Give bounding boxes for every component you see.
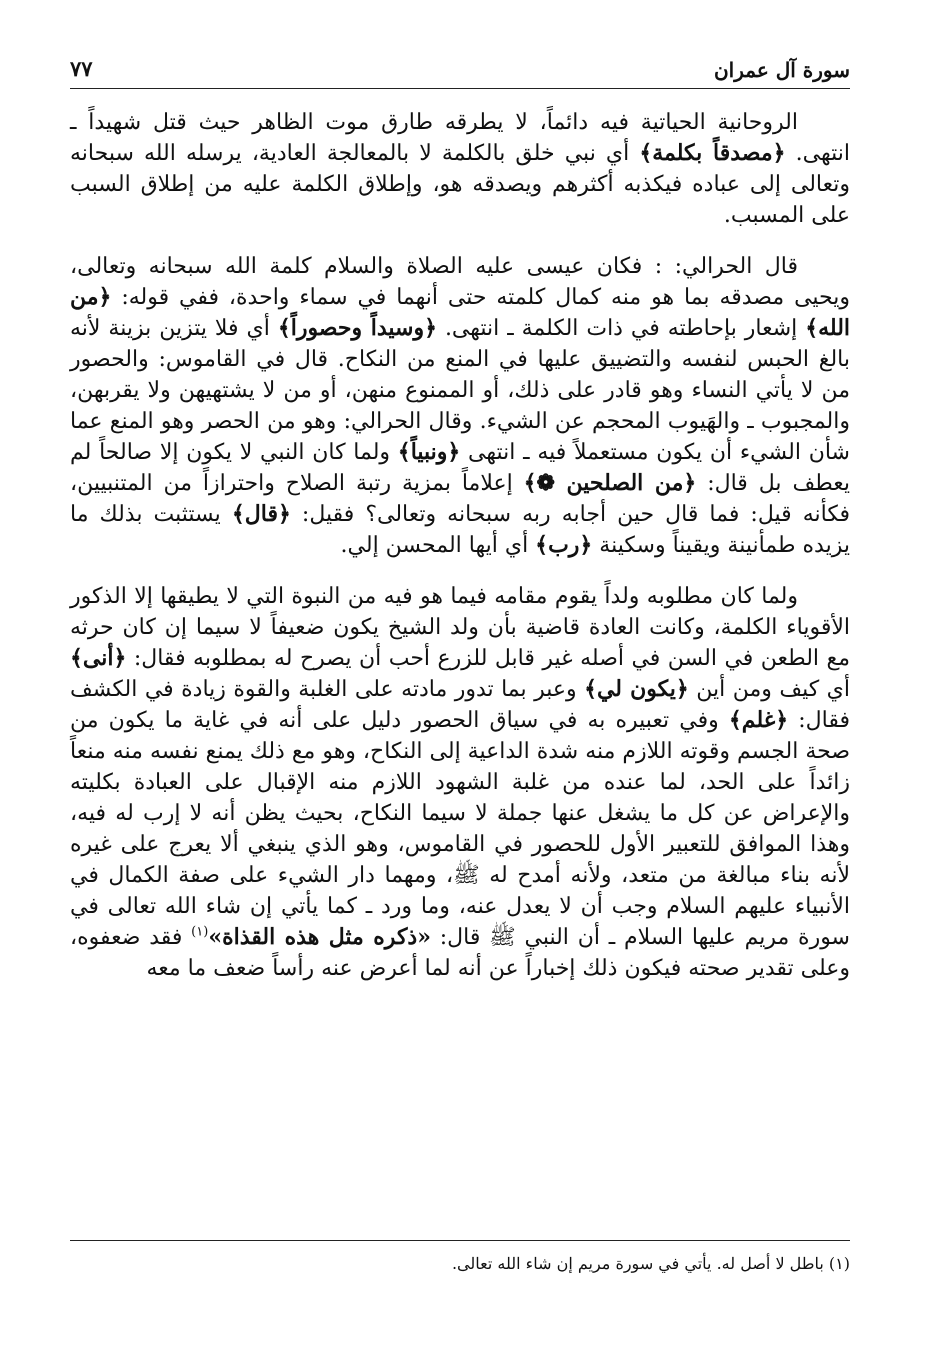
paragraph (70, 107, 850, 231)
text-segment: وعبر بما تدور مادته على الغلبة والقوة زيادة في الكشف فقال: (70, 677, 850, 733)
quran-quote: ﴿من الله﴾ (70, 284, 851, 341)
quran-quote: ﴿يكون لي﴾ (584, 676, 689, 702)
text-segment: إشعار بإحاطته في ذات الكلمة ـ انتهى. (436, 316, 806, 341)
hadith-quote: «ذكره مثل هذه القذاة» (208, 924, 431, 950)
footnote-divider (70, 1240, 850, 1241)
text-segment: أي نبي خلق بالكلمة لا بالمعالجة العادية، يرسله الله سبحانه وتعالى إلى عباده فيكذبه أكثرهم ويصدقه هو، وإطلاق الكلمة عليه من إطلاق السبب على المسبب. (70, 141, 850, 228)
quran-quote: ﴿قال﴾ (231, 501, 291, 527)
quran-quote: ﴿ونبياً﴾ (397, 439, 461, 465)
body-text (70, 107, 850, 984)
text-segment: قال الحرالي: : فكان عيسى عليه الصلاة والسلام كلمة الله سبحانه وتعالى، ويحيى مصدقه بما هو منه كمال كلمته حتى أنهما في سماء واحدة، ففي قوله: (70, 254, 850, 310)
paragraph (70, 581, 850, 984)
text-segment: وفي تعبيره به في سياق الحصور دليل على أنه في غاية ما يكون من صحة الجسم وقوته اللازم منه شدة الداعية إلى النكاح، وهو مع ذلك يمنع نفسه منه منعاً زائداً على الحد، لما عنده من غلبة الشهود اللازم منه الإقبال على العبادة بكليته والإعراض عن كل ما يشغل عنها جملة لا سيما النكاح، بحيث يظن أنه لا إرب له فيه، وهذا الموافق للتعبير الأول للحصور في القاموس، وهو الذي ينبغي ألا يعرج على غيره لأنه بناء مبالغة من متعد، ولأنه أمدح له ﷺ، ومهما دار الشيء على صفة الكمال في الأنبياء عليهم السلام وجب أن لا يعدل عنه، وما ورد ـ كما يأتي إن شاء الله تعالى في سورة مريم عليها السلام ـ أن النبي ﷺ قال: (70, 708, 850, 950)
page-header (70, 52, 850, 89)
text-segment: إعلاماً بمزية رتبة الصلاح واحترازاً من المتنبيين، فكأنه قيل: فما قال حين أجابه ربه سبحانه وتعالى؟ فقيل: (70, 471, 851, 527)
text-segment: أي فلا يتزين بزينة لأنه بالغ الحبس لنفسه والتضييق عليها في المنع من النكاح. قال في القاموس: والحصور من لا يأتي النساء وهو قادر على ذلك، أو الممنوع منهن، أو من لا يشتهيهن ولا يقربهن، والمجبوب ـ والهَيوب المحجم عن الشيء. وقال الحرالي: وهو من الحصر وهو المنع عما شأن الشيء أن يكون مستعملاً فيه ـ انتهى (70, 316, 850, 465)
text-segment: يستثبت بذلك ما يزيده طمأنينة ويقيناً وسكينة (70, 502, 850, 558)
text-segment: أي أيها المحسن إلي. (340, 533, 536, 558)
footnote: (١) باطل لا أصل له. يأتي في سورة مريم إن شاء الله تعالى. (451, 1254, 850, 1273)
text-segment: ولما كان مطلوبه ولداً يقوم مقامه فيما هو فيه من النبوة التي لا يطيقها إلا الذكور الأقوياء الكلمة، وكانت العادة قاضية بأن ولد الشيخ يكون ضعيفاً لا سيما إن كان حرثه مع الطعن في السن في أصله غير قابل للزرع أحب أن يصرح له بمطلوبه فقال: (70, 584, 850, 671)
text-segment: ولما كان النبي لا يكون إلا صالحاً لم يعطف بل قال: (70, 440, 850, 496)
surah-title: سورة آل عمران (713, 58, 850, 82)
quran-quote: ﴿من الصلحين ❁﴾ (523, 470, 697, 496)
footnote-reference[interactable]: (١) (191, 924, 209, 940)
quran-quote: ﴿غلم﴾ (728, 707, 789, 733)
quran-quote: ﴿رب﴾ (535, 532, 593, 558)
text-segment: أي كيف ومن أين (688, 677, 850, 702)
text-segment: فقد ضعفوه، وعلى تقدير صحته فيكون ذلك إخباراً عن أنه لما أعرض عنه رأساً ضعف ما معه (70, 925, 850, 981)
text-segment: الروحانية الحياتية فيه دائماً، لا يطرقه طارق موت الظاهر حيث قتل شهيداً ـ انتهى. (70, 110, 850, 166)
quran-quote: ﴿أنى﴾ (70, 645, 127, 671)
book-page (70, 52, 850, 1322)
quran-quote: ﴿وسيداً وحصوراً﴾ (277, 315, 437, 341)
paragraph (70, 251, 850, 561)
quran-quote: ﴿مصدقاً بكلمة﴾ (639, 140, 786, 166)
page-number: ٧٧ (70, 56, 93, 81)
